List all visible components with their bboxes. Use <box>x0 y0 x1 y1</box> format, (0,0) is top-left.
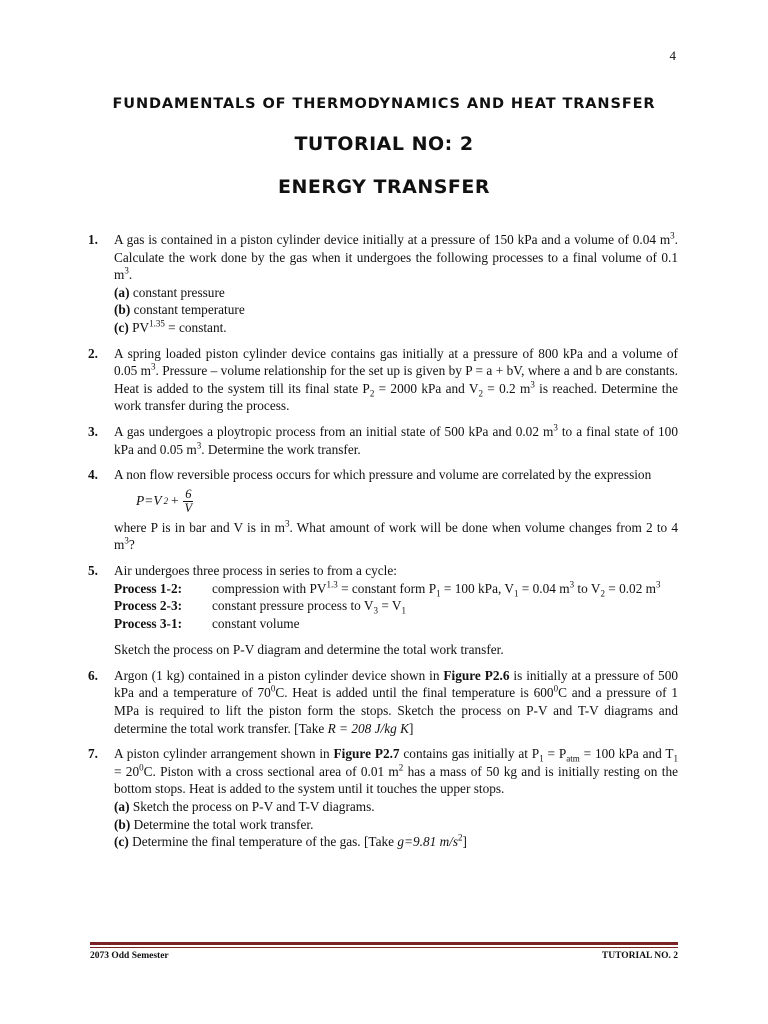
question-number: 3. <box>88 423 98 439</box>
question-text: C. Heat is added until the final temperature is 600 <box>275 685 554 701</box>
process-table <box>114 580 678 633</box>
superscript: 0 <box>553 684 559 695</box>
question-text: C and a pressure of 1 MPa is required to lift the piston form the stops. Sketch the process on P-V and T-V diagrams and determine the total work transfer. [Take <box>114 685 678 736</box>
question-text: is initially at a pressure of 500 kPa and a temperature of 70 <box>114 667 678 701</box>
question-text: . <box>128 267 133 283</box>
question-text: A piston cylinder arrangement shown in <box>114 746 334 762</box>
footer-tutorial: TUTORIAL NO. 2 <box>601 951 678 961</box>
page-number: 4 <box>669 48 676 63</box>
question-text: contains gas initially at P <box>399 746 540 762</box>
question-text: C. Piston with a cross sectional area of 0.01 m <box>143 763 399 779</box>
question-number: 2. <box>88 345 98 361</box>
question-5 <box>88 562 678 659</box>
course-title: FUNDAMENTALS OF THERMODYNAMICS AND HEAT TRANSFER <box>112 96 656 112</box>
question-text: . What amount of work will be done when volume changes from 2 to 4 m <box>114 519 678 553</box>
question-text: ] <box>408 720 414 736</box>
process-2-3-label: Process 2-3: <box>114 598 183 614</box>
question-text: = 0.2 m <box>482 380 531 396</box>
question-number: 6. <box>88 667 98 683</box>
process-3-1-text: constant volume <box>212 615 300 631</box>
question-text: . Pressure – volume relationship for the set up is given by P = a + bV, where a and b are constants. Heat is added to the system till its final state P <box>114 363 679 396</box>
question-text: A gas undergoes a ploytropic process from an initial state of 500 kPa and 0.02 m <box>114 423 554 439</box>
question-text: to a final state of 100 kPa and 0.05 m <box>114 423 678 457</box>
question-text: Argon (1 kg) contained in a piston cylinder device shown in <box>114 667 444 683</box>
superscript: 3 <box>196 440 202 451</box>
superscript: 3 <box>151 361 156 372</box>
question-text: . Calculate the work done by the gas when it undergoes the following processes to a final volume of 0.1 m <box>114 232 678 283</box>
process-2-3-text: constant pressure process to $V_3 = V_1$ <box>212 598 407 616</box>
figure-ref: Figure P2.7 <box>333 746 400 762</box>
question-text: = P <box>543 746 567 762</box>
subscript: atm <box>566 753 580 764</box>
question-list <box>88 231 678 859</box>
question-text: has a mass of 50 kg and is initially resting on the bottom stops. Heat is added to the system until it touches the upper stops. <box>114 763 678 797</box>
superscript: 3 <box>530 379 535 390</box>
fraction: $\frac{6}{V}$ <box>184 486 193 515</box>
question-text: = 2000 kPa and V <box>374 380 479 396</box>
process-3-1-label: Process 3-1: <box>114 615 183 631</box>
footer-rule <box>90 942 678 945</box>
process-1-2-label: Process 1-2: <box>114 580 183 596</box>
tutorial-title: TUTORIAL NO: 2 <box>294 133 474 155</box>
question-text: ? <box>128 537 135 553</box>
question-number: 7. <box>88 746 98 762</box>
question-text: . Determine the work transfer. <box>201 441 361 457</box>
question-2 <box>88 345 678 415</box>
figure-ref: Figure P2.6 <box>443 667 510 683</box>
question-text: A spring loaded piston cylinder device contains gas initially at a pressure of 800 kPa and a volume of 0.05 m <box>114 345 678 379</box>
pressure-volume-formula: P=V 2 + $\frac{6}{V}$ <box>136 486 193 515</box>
superscript: 3 <box>124 265 129 276</box>
question-text: = 100 kPa and T <box>579 746 674 762</box>
question-number: 5. <box>88 562 98 578</box>
question-text: Air undergoes three process in series to from a cycle: <box>114 562 397 578</box>
subpart-c: (c) $PV^{1.35}$ = constant. <box>114 318 227 335</box>
superscript: 3 <box>124 535 129 546</box>
question-number: 1. <box>88 232 98 247</box>
topic-title: ENERGY TRANSFER <box>277 176 490 198</box>
subscript: 2 <box>478 388 483 399</box>
superscript: 3 <box>284 518 290 529</box>
subpart-a: (a) constant pressure <box>114 284 225 300</box>
subpart-b: (b) Determine the total work transfer. <box>114 816 314 832</box>
question-text: Sketch the process on P-V diagram and determine the total work transfer. <box>114 642 504 658</box>
gas-constant: R = 208 J/kg K <box>327 720 409 736</box>
question-7 <box>88 745 678 851</box>
superscript: 3 <box>553 422 558 433</box>
question-text: where P is in bar and V is in m <box>114 519 285 535</box>
question-text: = 20 <box>114 763 140 779</box>
subscript: 1 <box>673 753 679 764</box>
superscript: 2 <box>398 762 404 773</box>
question-6 <box>88 667 678 737</box>
footer-semester: 2073 Odd Semester <box>90 951 169 961</box>
question-text: A gas is contained in a piston cylinder device initially at a pressure of 150 kPa and a volume of 0.04 m <box>114 232 671 247</box>
superscript: 0 <box>139 762 144 773</box>
subscript: 1 <box>539 753 544 764</box>
subpart-a: (a) Sketch the process on P-V and T-V diagrams. <box>114 799 375 815</box>
footer-rule-thin <box>90 947 678 948</box>
superscript: 3 <box>670 230 675 241</box>
subscript: 2 <box>369 388 375 399</box>
question-4 <box>88 466 678 554</box>
question-3 <box>88 423 678 458</box>
question-text: A non flow reversible process occurs for which pressure and volume are correlated by the expression <box>114 467 652 483</box>
subpart-b: (b) constant temperature <box>114 302 245 318</box>
subpart-c: (c) Determine the final temperature of the gas. [Take g=9.81 $m/s^2$] <box>114 832 467 850</box>
process-1-2-text: compression with $PV^{1.3}$ = constant form $P_1 = 100$ kPa, $V_1 = 0.04$ $m^3$ to $V_2 = 0.02$ $m^3$ <box>212 579 661 599</box>
question-number: 4. <box>88 467 98 483</box>
question-text: is reached. Determine the work transfer during the process. <box>114 380 678 414</box>
question-1 <box>88 231 678 337</box>
superscript: 0 <box>270 684 276 695</box>
